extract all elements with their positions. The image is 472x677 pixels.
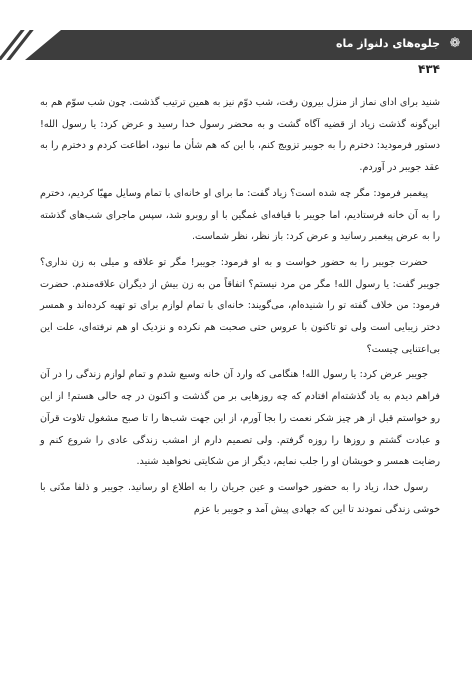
paragraph: حضرت جویبر را به حضور خواست و به او فرمود: جویبر! مگر تو علاقه و میلی به زن نداری؟ جویبر گفت: یا رسول الله! مگر من مرد نیستم؟ اتفاقاً من به زن بیش از دیگران علاقه‌مندم. حضرت فرمود: من خلاف گفته تو را شنیده‌ام، می‌گویند: خانه‌ای با تمام لوازم برای تو تهیه کرده‌اند و همسر دختر زیبایی است ولی تو تاکنون با عروس حتی صحبت هم نکرده و نزدیک او هم نرفته‌ای، علت این بی‌اعتنایی چیست؟: [40, 256, 440, 355]
paragraph: پیغمبر فرمود: مگر چه شده است؟ زیاد گفت: ما برای او خانه‌ای با تمام وسایل مهیّا کردیم، دخترم را به آن خانه فرستادیم، اما جویبر با قیافه‌ای غمگین با او روبرو شد، سپس ماجرای شب‌های گذشته را به عرض پیغمبر رسانید و عرض کرد: باز نظر، نظر شماست.: [40, 187, 440, 243]
ornament-icon: ❁: [449, 36, 461, 51]
body-text: [40, 92, 440, 524]
paragraph: رسول خدا، زیاد را به حضور خواست و عین جریان را به اطلاع او رسانید. جویبر و ذلفا مدّتی با خوشی زندگی نمودند تا این که جهادی پیش آمد و جویبر با عزم: [40, 481, 440, 515]
paragraph: جویبر عرض کرد: یا رسول الله! هنگامی که وارد آن خانه وسیع شدم و تمام لوازم زندگی را در آن فراهم دیدم به یاد گذشته‌ام افتادم که چه روزهایی بر من گذشت و اکنون در چه حالی هستم! از این رو خواستم قبل از هر چیز شکر نعمت را بجا آورم، از این جهت شب‌ها را تا صبح مشغول تلاوت قرآن و عبادت گشتم و روزها را روزه گرفتم. ولی تصمیم دارم از امشب زندگی عادی را شروع کنم و رضایت همسر و خویشان او را جلب نمایم، دیگر از من شکایتی نخواهید شنید.: [40, 369, 440, 468]
paragraph: شنید برای ادای نماز از منزل بیرون رفت، شب دوّم نیز به همین ترتیب گذشت. چون شب سوّم هم به این‌گونه گذشت زیاد از قضیه آگاه گشت و به محضر رسول خدا رسید و عرض کرد: یا رسول الله! دستور فرمودید: دخترم را به جویبر تزویج کنم، با این که هم شأن ما نبود، اطاعت کردم و دخترم را به عقد جویبر در آوردم.: [40, 97, 440, 174]
running-header-title: جلوه‌های دلنواز ماه: [335, 37, 440, 50]
page-number: ۴۳۴: [418, 62, 440, 76]
